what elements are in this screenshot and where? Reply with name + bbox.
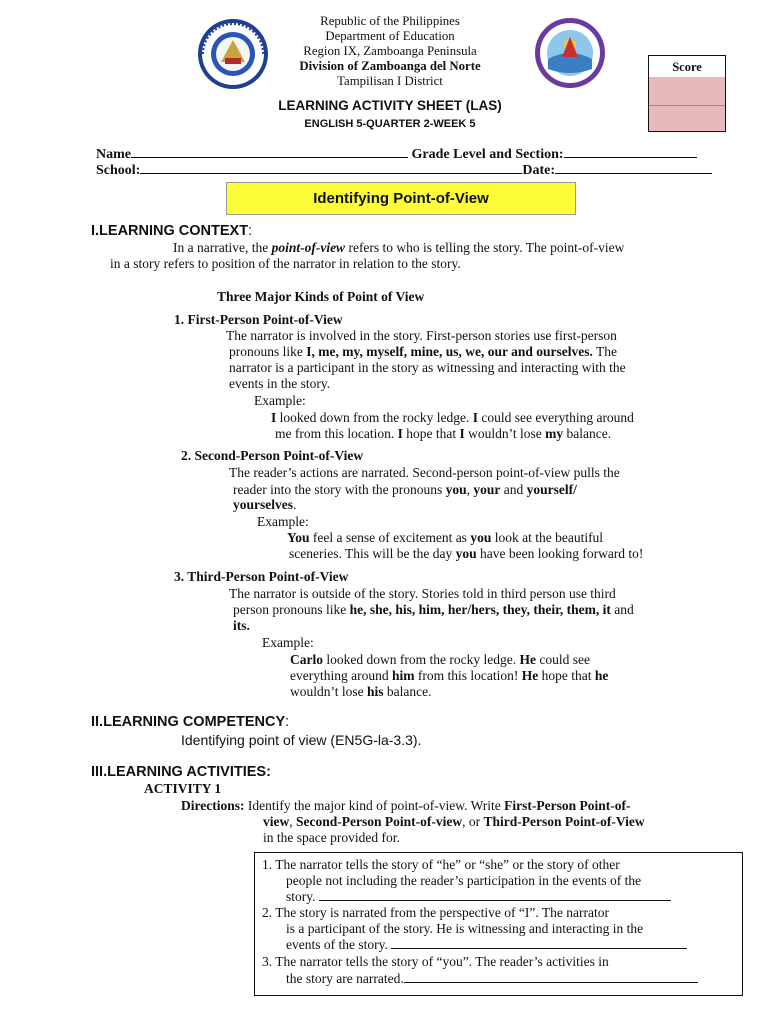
s2m2: and xyxy=(500,482,527,497)
third-person-heading: 3. Third-Person Point-of-View xyxy=(174,569,349,584)
s2b2: your xyxy=(473,482,501,497)
competency-heading-text: II.LEARNING COMPETENCY xyxy=(91,714,286,730)
second-l3 xyxy=(233,497,296,513)
activity-box xyxy=(254,852,743,996)
s2pre: reader into the story with the pronouns xyxy=(233,482,446,497)
dir2-m1: , xyxy=(289,814,296,829)
fe2a: me from this location. xyxy=(275,426,398,441)
name-row xyxy=(96,146,697,163)
second-example-l1 xyxy=(287,530,603,546)
context-intro-line2: in a story refers to position of the narrator in relation to the story. xyxy=(110,256,461,271)
intro-post: refers to who is telling the story. The point-of-view xyxy=(345,240,625,255)
item-1-l2: people not including the reader’s participation in the events of the xyxy=(286,873,642,888)
directions-l3: in the space provided for. xyxy=(263,830,400,845)
item-3-l1: 3. The narrator tells the story of “you”. The reader’s activities in xyxy=(262,954,609,969)
item-2-l3-text: events of the story. xyxy=(286,937,392,952)
second-l1: The reader’s actions are narrated. Second-person point-of-view pulls the xyxy=(229,465,620,480)
school-field[interactable] xyxy=(140,162,522,174)
s3b: yourselves xyxy=(233,497,293,512)
fe2e: wouldn’t lose xyxy=(464,426,546,441)
date-label: Date: xyxy=(522,163,555,178)
item-1-l3 xyxy=(286,889,671,905)
te3c: balance. xyxy=(383,684,432,699)
item-2-l2: is a participant of the story. He is witnessing and interacting in the xyxy=(286,921,644,936)
se1a: You xyxy=(287,530,310,545)
te2d: He xyxy=(521,668,539,683)
te1b: looked down from the rocky ledge. xyxy=(323,652,520,667)
activities-heading: III.LEARNING ACTIVITIES: xyxy=(91,764,271,780)
fe1d: could see everything around xyxy=(477,410,634,425)
score-label: Score xyxy=(672,60,702,74)
name-field[interactable] xyxy=(131,146,408,158)
kinds-heading: Three Major Kinds of Point of View xyxy=(217,289,425,304)
first-l1: The narrator is involved in the story. First-person stories use first-person xyxy=(226,328,617,343)
name-label: Name xyxy=(96,147,131,162)
te2c: from this location! xyxy=(414,668,522,683)
division-text: Division of Zamboanga del Norte xyxy=(299,59,481,73)
third-pronouns: he, she, his, him, her/hers, they, their, them, it xyxy=(349,602,611,617)
dir2-b3: Third-Person Point-of-View xyxy=(483,814,645,829)
s2b1: you xyxy=(445,482,467,497)
region-text: Region IX, Zamboanga Peninsula xyxy=(303,44,477,58)
sheet-title: LEARNING ACTIVITY SHEET (LAS) xyxy=(278,98,502,113)
context-heading-colon: : xyxy=(248,223,253,239)
s3post: . xyxy=(293,497,297,512)
fe2d: I xyxy=(459,426,465,441)
activity-1-label: ACTIVITY 1 xyxy=(144,781,222,796)
item-2-l3 xyxy=(286,937,687,953)
fe2b: I xyxy=(397,426,403,441)
district-text: Tampilisan I District xyxy=(337,74,443,88)
division-seal-logo xyxy=(534,17,606,89)
dir2-m2: , or xyxy=(462,814,484,829)
first-l2-post: The xyxy=(592,344,617,359)
dir2-b1: view xyxy=(263,814,290,829)
competency-heading-colon: : xyxy=(285,714,290,730)
topic-title: Identifying Point-of-View xyxy=(313,190,489,207)
third-example-l1 xyxy=(290,652,590,668)
department-text: Department of Education xyxy=(325,29,455,43)
context-heading-text: I.LEARNING CONTEXT xyxy=(91,223,249,239)
se1b: feel a sense of excitement as xyxy=(309,530,471,545)
te1d: could see xyxy=(535,652,590,667)
fe2f: my xyxy=(545,426,564,441)
te1a: Carlo xyxy=(290,652,323,667)
context-heading xyxy=(91,223,252,239)
fe1b: looked down from the rocky ledge. xyxy=(276,410,473,425)
third-example-l2 xyxy=(290,668,608,684)
third-l2 xyxy=(233,602,634,618)
se1c: you xyxy=(470,530,492,545)
subject-title: ENGLISH 5-QUARTER 2-WEEK 5 xyxy=(304,118,476,130)
third-example-l3 xyxy=(290,684,431,700)
item-1-l3-text: story. xyxy=(286,889,319,904)
first-person-heading: 1. First-Person Point-of-View xyxy=(174,312,343,327)
fe1a: I xyxy=(271,410,277,425)
second-example-label: Example: xyxy=(257,514,309,529)
directions-l2 xyxy=(263,814,645,830)
se1d: look at the beautiful xyxy=(491,530,604,545)
se2c: have been looking forward to! xyxy=(476,546,644,561)
score-divider xyxy=(649,105,725,106)
te2a: everything around xyxy=(290,668,392,683)
se2b: you xyxy=(455,546,477,561)
te3a: wouldn’t lose xyxy=(290,684,367,699)
school-row xyxy=(96,162,712,179)
competency-heading xyxy=(91,714,289,730)
first-l2 xyxy=(229,344,617,360)
item-1-l1: 1. The narrator tells the story of “he” or “she” or the story of other xyxy=(262,857,620,872)
se2a: sceneries. This will be the day xyxy=(289,546,456,561)
intro-pre: In a narrative, the xyxy=(173,240,272,255)
t2post: and xyxy=(610,602,634,617)
s2m1: , xyxy=(466,482,474,497)
competency-text: Identifying point of view (EN5G-la-3.3). xyxy=(181,732,422,748)
item-2-answer[interactable] xyxy=(391,937,687,949)
score-label-box xyxy=(648,55,726,79)
item-2-l1: 2. The story is narrated from the perspective of “I”. The narrator xyxy=(262,905,609,920)
te2e: hope that xyxy=(538,668,595,683)
s2b3: yourself/ xyxy=(526,482,577,497)
grade-field[interactable] xyxy=(564,146,697,158)
republic-text: Republic of the Philippines xyxy=(320,14,460,28)
fe2c: hope that xyxy=(402,426,460,441)
dir-pre: Identify the major kind of point-of-view. Write xyxy=(244,798,505,813)
item-3-l2 xyxy=(286,971,698,987)
grade-label: Grade Level and Section: xyxy=(411,147,564,162)
first-example-label: Example: xyxy=(254,393,306,408)
first-example-l2 xyxy=(275,426,611,442)
dir2-b2: Second-Person Point-of-view xyxy=(296,814,463,829)
item-3-answer[interactable] xyxy=(404,971,698,983)
te2f: he xyxy=(594,668,609,683)
intro-term: point-of-view xyxy=(271,240,346,255)
directions-l1 xyxy=(181,798,630,814)
second-l2 xyxy=(233,482,577,498)
topic-banner xyxy=(226,182,576,215)
date-field[interactable] xyxy=(555,162,712,174)
third-l1: The narrator is outside of the story. Stories told in third person use third xyxy=(229,586,616,601)
context-intro-line1 xyxy=(173,240,624,256)
te3b: his xyxy=(367,684,384,699)
first-l2-pre: pronouns like xyxy=(229,344,307,359)
t2pre: person pronouns like xyxy=(233,602,350,617)
first-example-l1 xyxy=(271,410,634,426)
second-person-heading: 2. Second-Person Point-of-View xyxy=(181,448,364,463)
fe1c: I xyxy=(472,410,478,425)
first-pronouns: I, me, my, myself, mine, us, we, our and ourselves. xyxy=(306,344,593,359)
item-3-l2-text: the story are narrated. xyxy=(286,971,404,986)
te1c: He xyxy=(519,652,536,667)
fe2g: balance. xyxy=(563,426,612,441)
directions-label: Directions: xyxy=(181,798,245,813)
item-1-answer[interactable] xyxy=(319,889,671,901)
letterhead xyxy=(250,14,530,89)
first-l4: events in the story. xyxy=(229,376,331,391)
score-input-box[interactable] xyxy=(648,77,726,132)
dir-b1: First-Person Point-of- xyxy=(504,798,631,813)
first-l3: narrator is a participant in the story as witnessing and interacting with the xyxy=(229,360,626,375)
third-l3: its. xyxy=(233,618,250,633)
second-example-l2 xyxy=(289,546,643,562)
school-label: School: xyxy=(96,163,141,178)
te2b: him xyxy=(391,668,415,683)
third-example-label: Example: xyxy=(262,635,314,650)
